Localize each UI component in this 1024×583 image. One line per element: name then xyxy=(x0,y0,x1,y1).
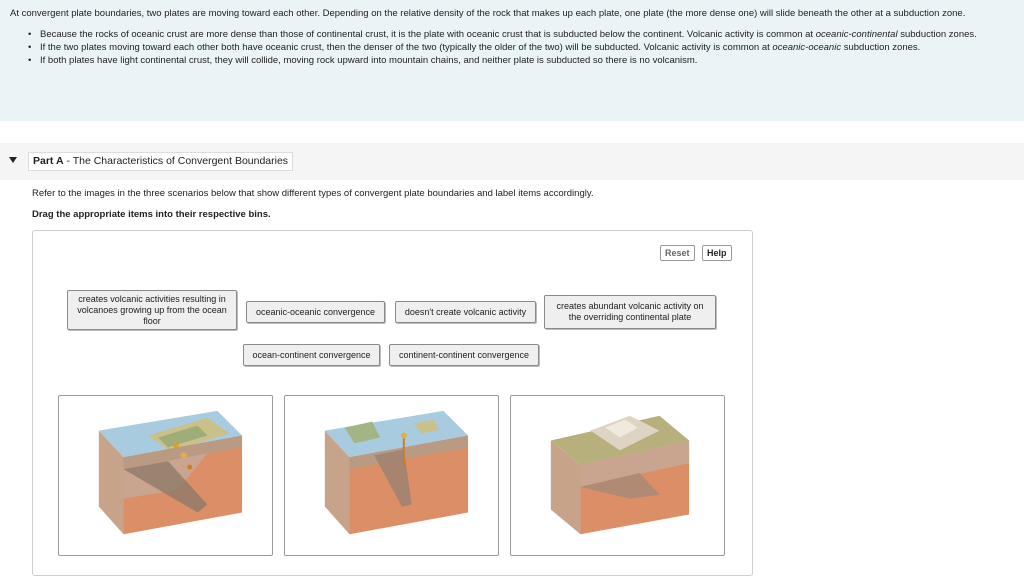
intro-box xyxy=(0,0,1024,121)
help-button[interactable]: Help xyxy=(702,245,732,261)
label-no-volcanic-activity[interactable]: doesn't create volcanic activity xyxy=(395,301,536,323)
part-a-header xyxy=(0,143,1024,180)
intro-bullet-3: • If both plates have light continental crust, they will collide, moving rock upward into mountain chains, and neither plate is subducted so there is no volcanism. xyxy=(40,54,1000,67)
drop-bin-1[interactable] xyxy=(58,395,273,556)
label-abundant-volcanic-activity[interactable]: creates abundant volcanic activity on the overriding continental plate xyxy=(544,295,716,329)
drag-drop-panel xyxy=(32,230,753,576)
collapse-arrow-icon[interactable] xyxy=(9,157,17,163)
intro-bullet-2: • If the two plates moving toward each other both have oceanic crust, then the denser of the two (typically the older of the two) will be subducted. Volcanic activity is common at oceanic-oceanic subduction zones. xyxy=(40,41,1000,54)
ocean-continent-block-diagram xyxy=(59,396,272,555)
drop-bin-3[interactable] xyxy=(510,395,725,556)
label-continent-continent-convergence[interactable]: continent-continent convergence xyxy=(389,344,539,366)
instructions-text: Refer to the images in the three scenarios below that show different types of convergent plate boundaries and label items accordingly. xyxy=(32,188,594,199)
oceanic-oceanic-block-diagram xyxy=(285,396,498,555)
intro-bullet-list xyxy=(40,28,1000,67)
intro-bullet-1: • Because the rocks of oceanic crust are more dense than those of continental crust, it is the plate with oceanic crust that is subducted below the continent. Volcanic activity is common at oceanic-continental subduction zones. xyxy=(40,28,1000,41)
drop-bin-2[interactable] xyxy=(284,395,499,556)
part-a-title[interactable]: Part A - The Characteristics of Convergent Boundaries xyxy=(28,152,293,171)
reset-button[interactable]: Reset xyxy=(660,245,695,261)
drag-instructions-text: Drag the appropriate items into their respective bins. xyxy=(32,209,271,220)
label-oceanic-oceanic-convergence[interactable]: oceanic-oceanic convergence xyxy=(246,301,385,323)
label-volcanoes-from-ocean-floor[interactable]: creates volcanic activities resulting in volcanoes growing up from the ocean floor xyxy=(67,290,237,330)
label-ocean-continent-convergence[interactable]: ocean-continent convergence xyxy=(243,344,380,366)
intro-paragraph: At convergent plate boundaries, two plates are moving toward each other. Depending on the relative density of the rock that makes up each plate, one plate (the more dense one) will slide beneath the other at a subduction zone. xyxy=(10,8,966,19)
continent-continent-block-diagram xyxy=(511,396,724,555)
